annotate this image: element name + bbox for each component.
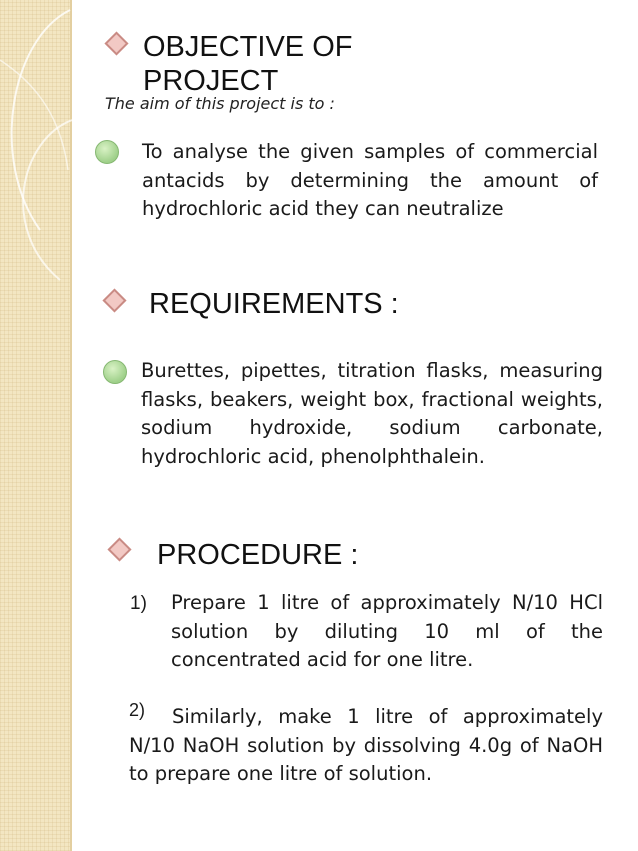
step-number: 1) bbox=[130, 593, 147, 614]
circle-bullet-icon bbox=[95, 140, 119, 164]
objective-heading: OBJECTIVE OF PROJECT bbox=[143, 31, 353, 97]
diamond-bullet-icon bbox=[107, 537, 131, 561]
decorative-swirls bbox=[0, 0, 72, 851]
diamond-bullet-icon bbox=[102, 288, 126, 312]
aim-line: The aim of this project is to : bbox=[105, 94, 335, 113]
procedure-step bbox=[129, 703, 603, 789]
objective-text: To analyse the given samples of commercial antacids by determining the amount of hydrochloric acid they can neutralize bbox=[142, 140, 598, 220]
procedure-step: Prepare 1 litre of approximately N/10 HCl solution by diluting 10 ml of the concentrated acid for one litre. bbox=[171, 591, 603, 671]
diamond-bullet-icon bbox=[104, 31, 128, 55]
requirements-heading: REQUIREMENTS : bbox=[149, 288, 399, 320]
circle-bullet-icon bbox=[103, 360, 127, 384]
procedure-step-text: Similarly, make 1 litre of approximately N/10 NaOH solution by dissolving 4.0g of NaOH to prepare one litre of solution. bbox=[129, 705, 603, 785]
step-number: 2) bbox=[129, 700, 146, 720]
procedure-heading: PROCEDURE : bbox=[157, 539, 359, 571]
requirements-text: Burettes, pipettes, titration flasks, measuring flasks, beakers, weight box, fractional weights, sodium hydroxide, sodium carbonate, hydrochloric acid, phenolphthalein. bbox=[141, 359, 603, 468]
